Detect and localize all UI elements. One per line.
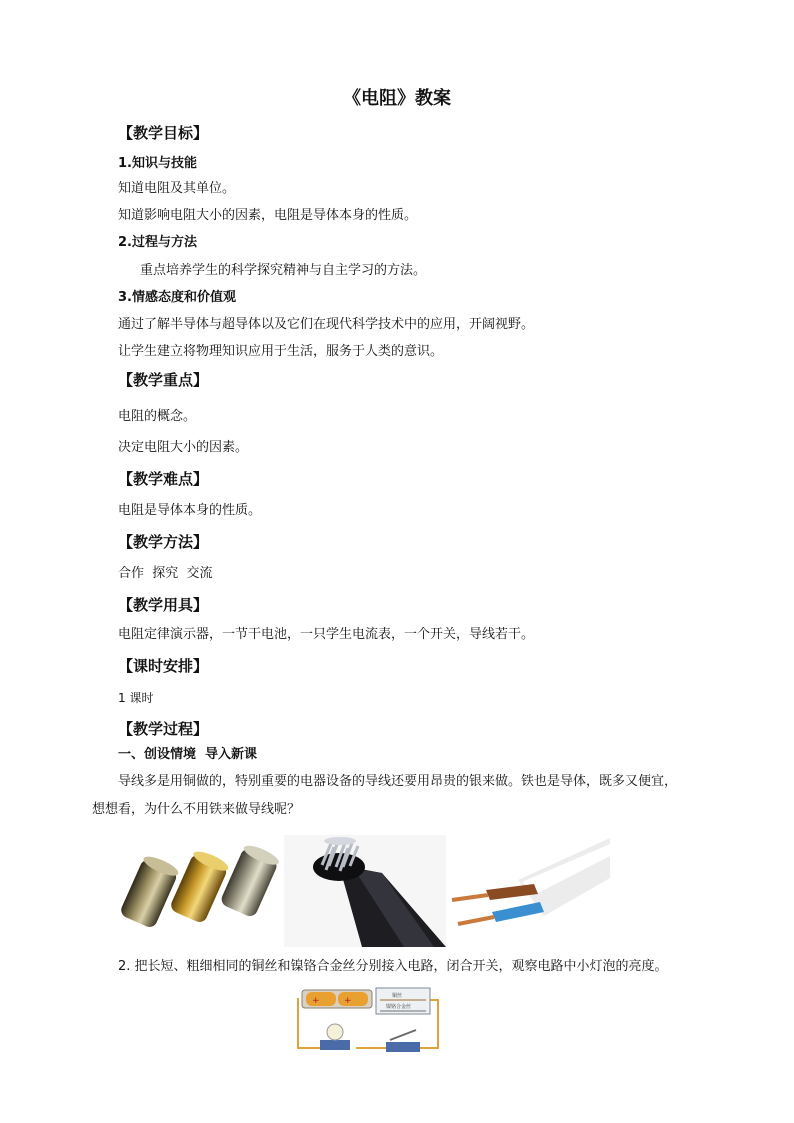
schedule-heading: 【课时安排】 bbox=[118, 657, 209, 675]
process-heading: 【教学过程】 bbox=[118, 720, 209, 738]
svg-text:+: + bbox=[344, 996, 352, 1006]
goal-2-title: 2.过程与方法 bbox=[118, 235, 197, 250]
methods-text: 合作 探究 交流 bbox=[118, 566, 213, 581]
two-core-wire-image bbox=[448, 838, 610, 942]
goal-1-line-2: 知道影响电阻大小的因素，电阻是导体本身的性质。 bbox=[118, 208, 418, 223]
goal-2-line-1: 重点培养学生的科学探究精神与自主学习的方法。 bbox=[140, 263, 427, 278]
tools-text: 电阻定律演示器，一节干电池，一只学生电流表，一个开关，导线若干。 bbox=[118, 627, 535, 642]
aluminum-cable-image bbox=[284, 835, 446, 947]
step-1-title: 一、创设情境 导入新课 bbox=[118, 747, 258, 762]
goal-1-title: 1.知识与技能 bbox=[118, 156, 197, 171]
tools-heading: 【教学用具】 bbox=[118, 596, 209, 614]
goal-3-line-2: 让学生建立将物理知识应用于生活，服务于人类的意识。 bbox=[118, 344, 444, 359]
svg-text:+: + bbox=[312, 996, 320, 1006]
metal-cylinders-image bbox=[120, 838, 280, 942]
nichrome-wire-label: 镍铬合金丝 bbox=[386, 1004, 412, 1010]
schedule-text: 1 课时 bbox=[118, 691, 154, 705]
goal-3-title: 3.情感态度和价值观 bbox=[118, 290, 236, 305]
goal-1-line-1: 知道电阻及其单位。 bbox=[118, 181, 236, 196]
key-point-2: 决定电阻大小的因素。 bbox=[118, 440, 249, 455]
teaching-goals-heading: 【教学目标】 bbox=[118, 124, 209, 142]
document-title: 《电阻》教案 bbox=[343, 88, 451, 109]
difficult-points-heading: 【教学难点】 bbox=[118, 470, 209, 488]
step-1-paragraph-line-1: 导线多是用铜做的，特别重要的电器设备的导线还要用昂贵的银来做。铁也是导体，既多又便宜， bbox=[118, 774, 678, 789]
step-2-text: 2. 把长短、粗细相同的铜丝和镍铬合金丝分别接入电路，闭合开关，观察电路中小灯泡的亮度。 bbox=[118, 959, 668, 974]
step-1-paragraph-line-2: 想想看，为什么不用铁来做导线呢？ bbox=[92, 802, 301, 817]
key-point-1: 电阻的概念。 bbox=[118, 409, 197, 424]
copper-wire-label: 铜丝 bbox=[392, 993, 403, 999]
goal-3-line-1: 通过了解半导体与超导体以及它们在现代科学技术中的应用，开阔视野。 bbox=[118, 317, 535, 332]
circuit-diagram-image bbox=[294, 984, 442, 1060]
methods-heading: 【教学方法】 bbox=[118, 533, 209, 551]
difficult-point-1: 电阻是导体本身的性质。 bbox=[118, 503, 262, 518]
key-points-heading: 【教学重点】 bbox=[118, 371, 209, 389]
